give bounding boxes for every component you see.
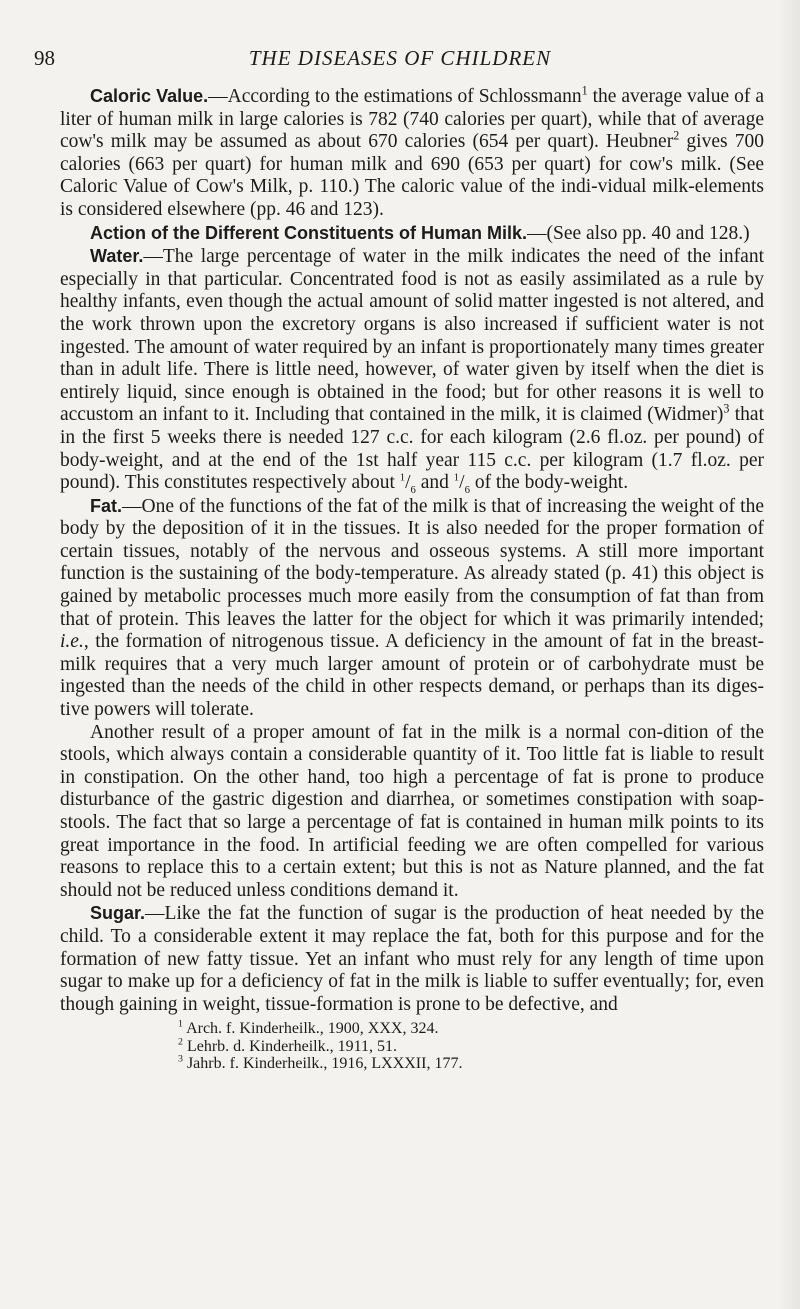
page-header [30,46,770,76]
paragraph-action: Action of the Different Constituents of Human Milk.—(See also pp. 40 and 128.) [90,222,750,244]
section-heading-action: Action of the Different Constituents of Human Milk. [90,222,527,243]
section-heading-water: Water. [90,246,144,267]
paragraph-water: Water.—The large percentage of water in the milk indicates the need of the infant especially in that particular. Concentrated food is not as easily assimilated as a rule by healthy infants, even though the actual amount of solid matter ingested is not altered, and the work thrown upon the excretory organs is also increased if sufficient water is not ingested. The amount of water required by an infant is proportionately many times greater than in adult life. There is little need, however, of water given by itself when the diet is entirely liquid, since enough is obtained in the food; but for other reasons it is well to accustom an infant to it. Including that contained in the milk, it is claimed (Widmer)$^3$ that in the first 5 weeks there is needed 127 c.c. for each kilogram (2.6 fl.oz. per pound) of body-weight, and at the end of the 1st half year 115 c.c. per kilogram (1.7 fl.oz. per pound). This constitutes respectively about $^1/_6$ and $^1/_6$ of the body-weight. [60,246,764,496]
paragraph-fat: Fat.—One of the functions of the fat of the milk is that of increasing the weight of the body by the deposition of it in the tissues. It is also needed for the proper formation of certain tissues, notably of the nervous and osseous systems. A still more important function is the sustaining of the body-temperature. As already stated (p. 41) this object is gained by metabolic processes much more easily from the consumption of fat than from that of protein. This leaves the latter for the object for which it was primarily intended; i.e., the formation of nitrogenous tissue. A deficiency in the amount of fat in the breast-milk requires that a very much larger amount of protein or of carbohydrate must be ingested than the needs of the child in other respects demand, or perhaps than its diges-tive powers will tolerate. [60,495,764,721]
running-title: THE DISEASES OF CHILDREN [248,46,552,70]
section-heading-caloric-value: Caloric Value. [90,86,209,106]
section-heading-fat: Fat. [90,495,123,516]
footnote: $^1$ Arch. f. Kinderheilk., 1900, XXX, 324. [178,1019,439,1038]
paragraph-sugar: Sugar.—Like the fat the function of sugar is the production of heat needed by the child. To a considerable extent it may replace the fat, both for this purpose and for the formation of new fatty tissue. Yet an infant who must rely for any length of time upon sugar to make up for a deficiency of fat in the milk is liable to suffer eventually; for, even though gaining in weight, tissue-formation is prone to be defective, and [60,903,764,1015]
paragraph-caloric-value: Caloric Value.—According to the estimations of Schlossmann$^1$ the average value of a liter of human milk in large calories is 782 (740 calories per quart), while that of average cow's milk may be assumed as about 670 calories (654 per quart). Heubner$^2$ gives 700 calories (663 per quart) for human milk and 690 (653 per quart) for cow's milk. (See Caloric Value of Cow's Milk, p. 110.) The caloric value of the indi-vidual milk-elements is considered elsewhere (pp. 46 and 123). [60,83,764,220]
footnote-ref: 1 [581,83,588,98]
fraction: $^1/_6$ [453,471,470,496]
fraction: $^1/_6$ [399,471,416,496]
footnote-ref: 2 [673,128,680,143]
footnote: $^3$ Jahrb. f. Kinderheilk., 1916, LXXXII, 177. [178,1054,463,1073]
section-heading-sugar: Sugar. [90,903,146,924]
footnotes [60,1020,764,1073]
page-edge-shadow [778,0,800,1309]
page-number: 98 [34,46,55,70]
page-body [60,85,764,1073]
footnote-ref: 3 [723,401,730,416]
footnote: $^2$ Lehrb. d. Kinderheilk., 1911, 51. [178,1036,397,1055]
paragraph-fat-continued: Another result of a proper amount of fat in the milk is a normal con-dition of the stools, which always contain a considerable quantity of it. Too little fat is liable to result in constipation. On the other hand, too high a percentage of fat is prone to produce disturbance of the gastric digestion and diarrhea, or sometimes constipation with soap-stools. The fact that so large a percentage of fat is contained in human milk points to its great importance in the food. In artificial feeding we are often compelled for various reasons to replace this to a certain extent; but this is not as Nature planned, and the fat should not be reduced unless conditions demand it. [60,721,764,901]
